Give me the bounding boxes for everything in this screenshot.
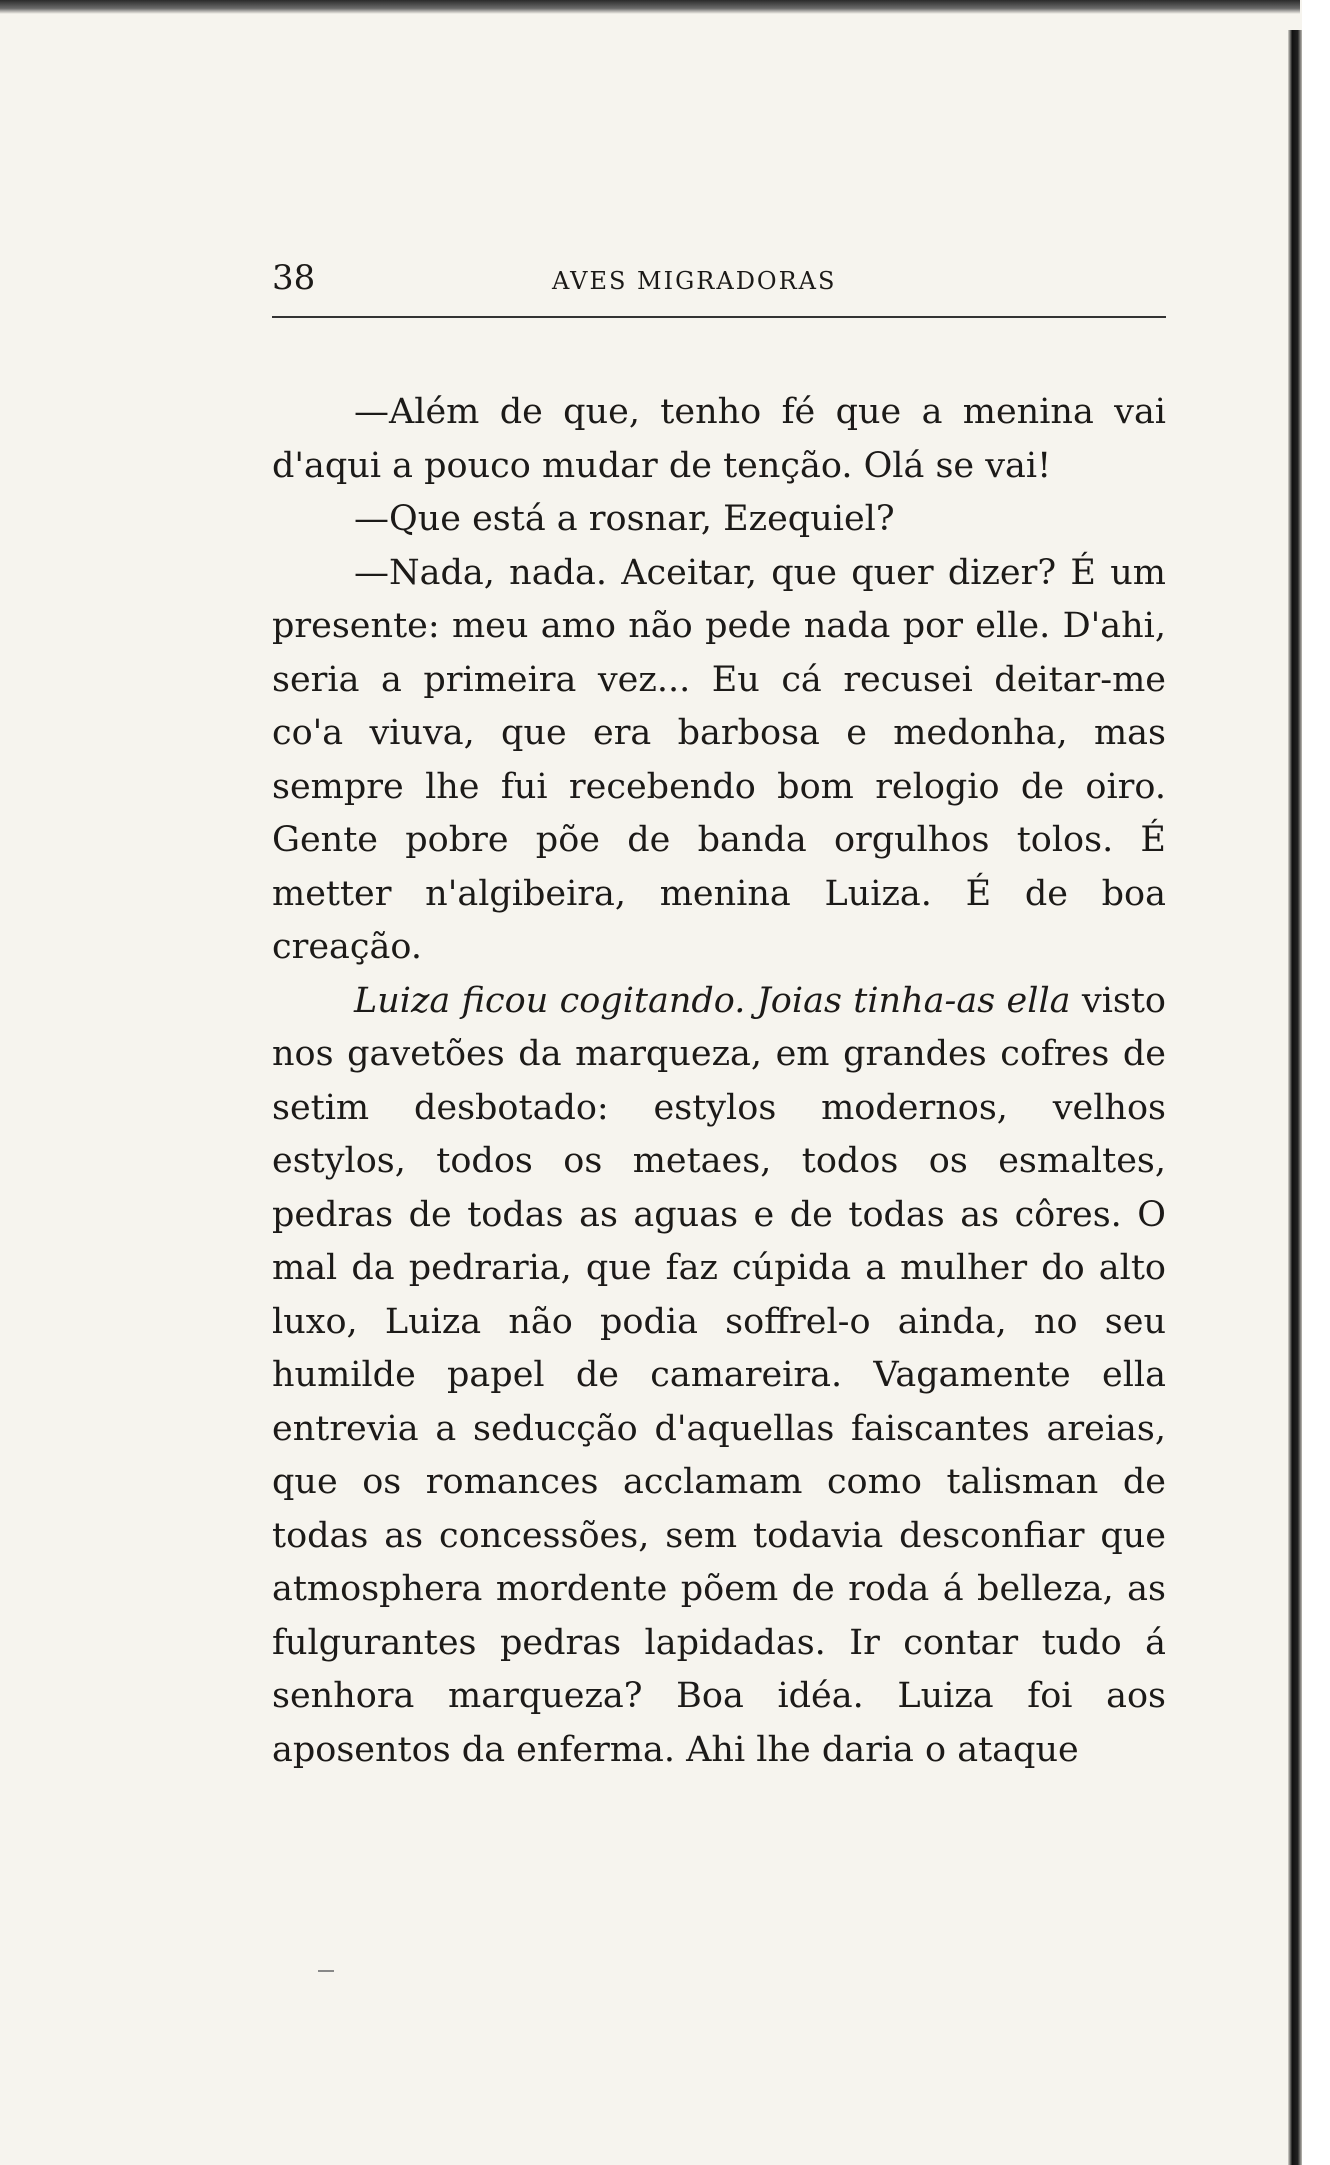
body-text: [272, 386, 1166, 1777]
running-title: AVES MIGRADORAS: [552, 267, 837, 295]
paragraph: —Além de que, tenho fé que a menina vai d'aqui a pouco mudar de tenção. Olá se vai!: [272, 392, 1166, 486]
scan-spine-shadow: [1288, 30, 1302, 2165]
italic-phrase: Luiza ficou cogitando.: [354, 980, 746, 1021]
scan-margin: [1302, 0, 1330, 2165]
page-number: 38: [272, 258, 316, 298]
ink-mark: [318, 1970, 334, 1972]
header-rule: [272, 316, 1166, 318]
paragraph-text: visto nos gavetões da marqueza, em grandes cofres de setim desbotado: estylos modernos, velhos estylos, todos os metaes, todos os esmaltes, pedras de todas as aguas e de todas as côres. O mal da pedraria, que faz cúpida a mulher do alto luxo, Luiza não podia soffrel-o ainda, no seu humilde papel de camareira. Vagamente ella entrevia a seducção d'aquellas faiscantes areias, que os romances acclamam como talisman de todas as concessões, sem todavia desconfiar que atmosphera mordente põem de roda á belleza, as fulgurantes pedras lapidadas. Ir contar tudo á senhora marqueza? Boa idéa. Luiza foi aos aposentos da enferma. Ahi lhe daria o ataque: [272, 980, 1166, 1770]
paragraph: —Nada, nada. Aceitar, que quer dizer? É um presente: meu amo não pede nada por elle. D'ahi, seria a primeira vez... Eu cá recusei deitar-me co'a viuva, que era barbosa e medonha, mas sempre lhe fui recebendo bom relogio de oiro. Gente pobre põe de banda orgulhos tolos. É metter n'algibeira, menina Luiza. É de boa creação.: [272, 552, 1166, 967]
paragraph: —Que está a rosnar, Ezequiel?: [354, 499, 895, 539]
page-header: [272, 258, 1162, 318]
italic-phrase: Joias tinha-as ella: [756, 980, 1071, 1021]
scan-top-edge: [0, 0, 1300, 14]
paragraph: [272, 975, 1166, 1778]
